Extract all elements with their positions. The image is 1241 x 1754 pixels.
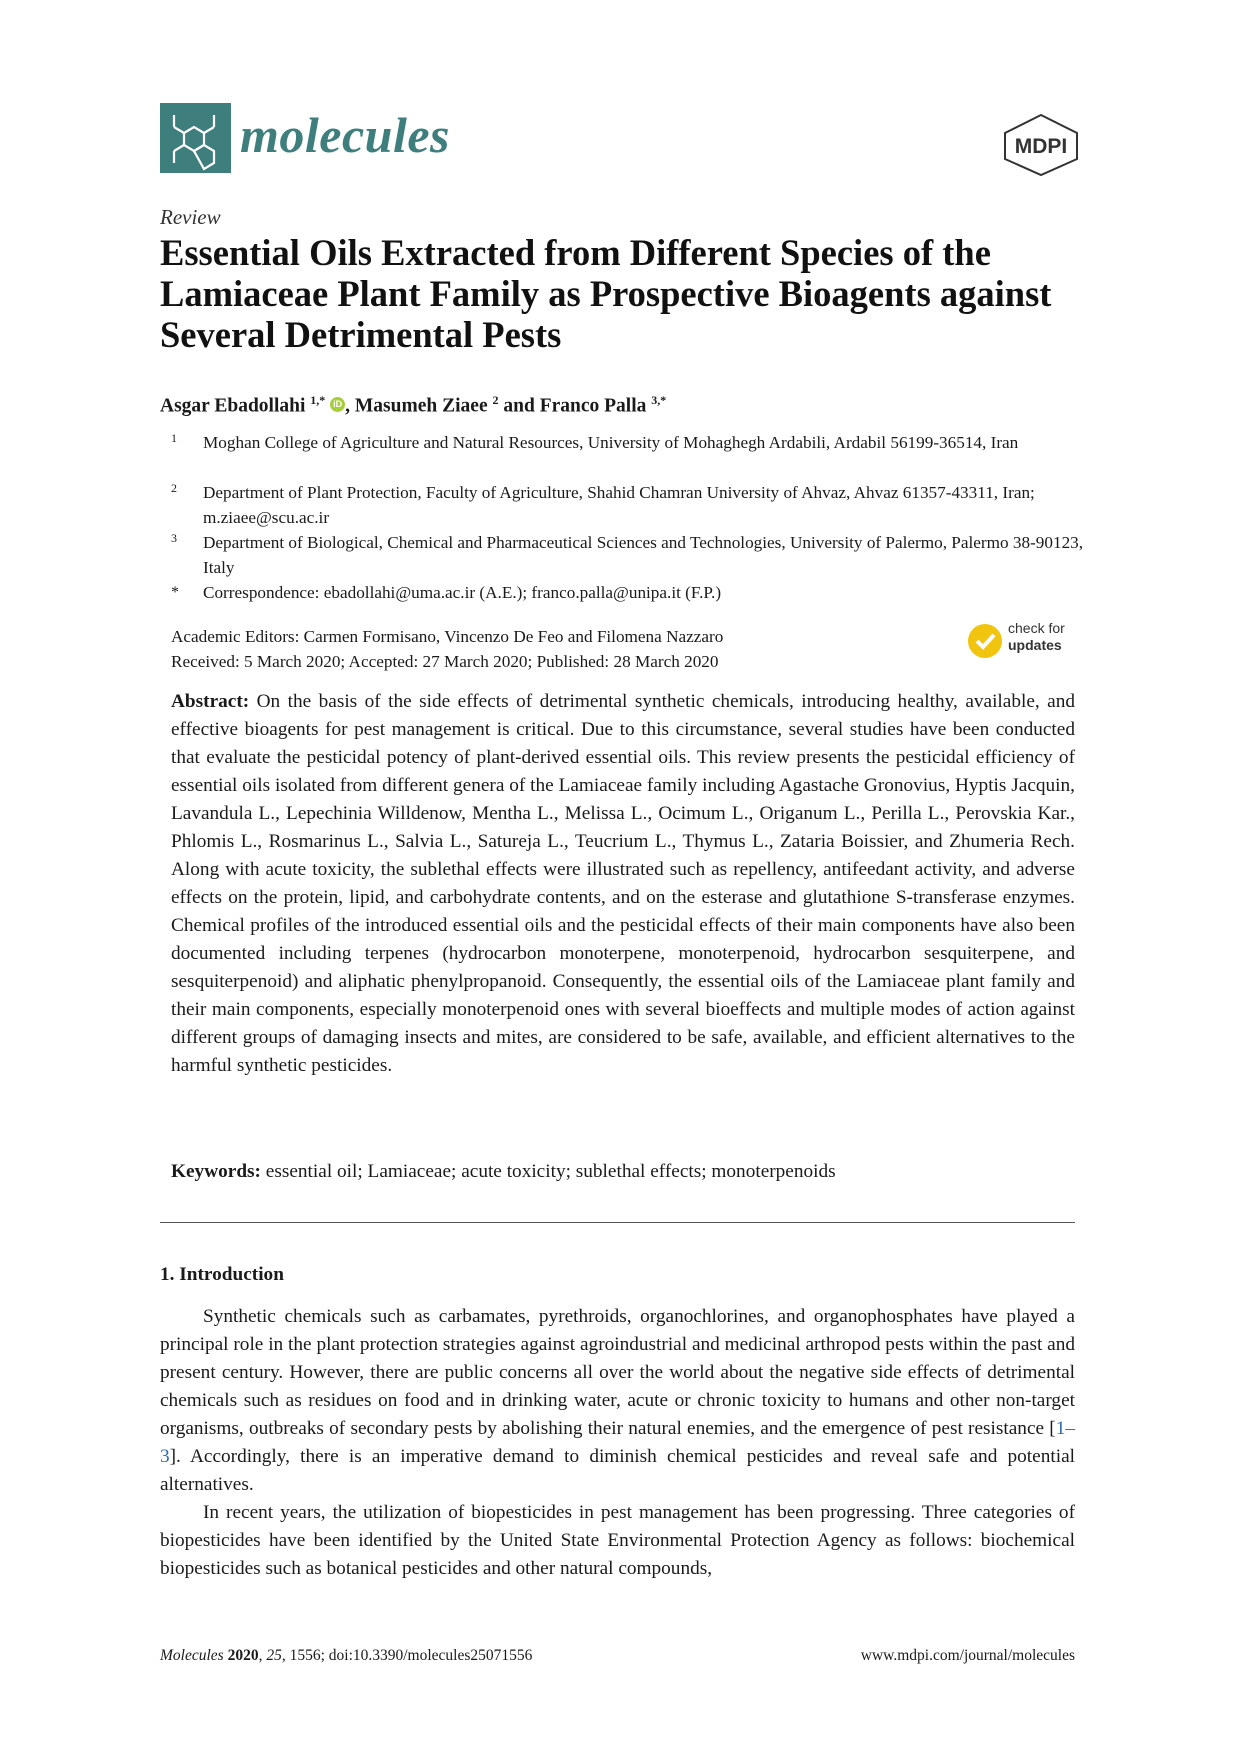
citation-link[interactable]: 1–3: [160, 1418, 1075, 1467]
section-divider: [160, 1222, 1075, 1223]
keywords-label: Keywords:: [171, 1161, 261, 1182]
checkmark-icon: [968, 624, 1002, 658]
orcid-icon[interactable]: iD: [330, 397, 345, 412]
footer-journal: Molecules: [160, 1647, 224, 1664]
molecules-logo-icon: [160, 103, 231, 173]
journal-name: molecules: [240, 107, 451, 163]
author-affiliation-mark: 1,*: [310, 393, 326, 407]
author-name: Franco Palla: [539, 395, 647, 417]
academic-editors: Academic Editors: Carmen Formisano, Vincenzo De Feo and Filomena Nazzaro: [171, 627, 724, 646]
affiliation-text: Department of Plant Protection, Faculty of Agriculture, Shahid Chamran University of Ahvaz, Ahvaz 61357-43311, Iran; m.ziaee@scu.ac.ir: [203, 483, 1035, 527]
mdpi-logo-icon: [1000, 113, 1082, 177]
correspondence-text: Correspondence: ebadollahi@uma.ac.ir (A.E.); franco.palla@unipa.it (F.P.): [203, 583, 722, 602]
keywords: [171, 1158, 836, 1186]
author-name: Masumeh Ziaee: [354, 395, 488, 417]
article-title: Essential Oils Extracted from Different Species of the Lamiaceae Plant Family as Prospective Bioagents against Several Detrimental Pests: [160, 232, 1052, 355]
abstract-label: Abstract:: [171, 691, 250, 712]
author-connector: and: [503, 395, 535, 417]
check-for-updates-badge[interactable]: [968, 620, 1078, 662]
abstract: [171, 688, 1075, 1080]
paragraph-text: Synthetic chemicals such as carbamates, pyrethroids, organochlorines, and organophosphates have played a principal role in the plant protection strategies against agroindustrial and medicinal arthropod pests within the past and present century. However, there are public concerns all over the world about the negative side effects of detrimental chemicals such as residues on food and in drinking water, acute or chronic toxicity to humans and other non-target organisms, outbreaks of secondary pests by abolishing their natural enemies, and the emergence of pest resistance [: [160, 1306, 1075, 1439]
introduction-paragraph: In recent years, the utilization of biopesticides in pest management has been progressing. Three categories of biopesticides have been identified by the United State Environmental Protection Agency as follows: biochemical biopesticides such as botanical pesticides and other natural compounds,: [160, 1502, 1075, 1579]
footer-citation: Molecules 2020, 25, 1556; doi:10.3390/molecules25071556: [160, 1647, 533, 1664]
check-updates-line2: updates: [1008, 637, 1062, 653]
affiliation-text: Moghan College of Agriculture and Natural Resources, University of Mohaghegh Ardabili, Ardabil 56199-36514, Iran: [203, 433, 1019, 452]
author-affiliation-mark: 2: [492, 393, 499, 407]
footer-doi: , 1556; doi:10.3390/molecules25071556: [281, 1647, 533, 1664]
mdpi-logo-text: MDPI: [1014, 135, 1068, 158]
author-list: Asgar Ebadollahi $^{1,*}$ iD , Masumeh Ziaee $^2$ and Franco Palla $^{3,*}$: [160, 393, 667, 417]
introduction-paragraph: [160, 1303, 1075, 1499]
affiliation-number: 1: [171, 431, 177, 445]
affiliation-number: 3: [171, 531, 177, 545]
check-updates-line1: check for: [1008, 620, 1065, 636]
publication-dates: Received: 5 March 2020; Accepted: 27 March 2020; Published: 28 March 2020: [171, 652, 719, 671]
author-affiliation-mark: 3,*: [651, 393, 667, 407]
footer-year: 2020: [227, 1647, 259, 1664]
footer-url[interactable]: www.mdpi.com/journal/molecules: [860, 1647, 1075, 1664]
author-name: Asgar Ebadollahi: [160, 395, 306, 417]
paragraph-text: ]. Accordingly, there is an imperative demand to diminish chemical pesticides and reveal safe and potential alternatives.: [160, 1446, 1075, 1495]
article-type: Review: [160, 205, 221, 229]
keywords-text: essential oil; Lamiaceae; acute toxicity; sublethal effects; monoterpenoids: [265, 1161, 836, 1182]
abstract-text: On the basis of the side effects of detrimental synthetic chemicals, introducing healthy, available, and effective bioagents for pest management is critical. Due to this circumstance, several studies have been conducted that evaluate the pesticidal potency of plant-derived essential oils. This review presents the pesticidal efficiency of essential oils isolated from different genera of the Lamiaceae family including Agastache Gronovius, Hyptis Jacquin, Lavandula L., Lepechinia Willdenow, Mentha L., Melissa L., Ocimum L., Origanum L., Perilla L., Perovskia Kar., Phlomis L., Rosmarinus L., Salvia L., Satureja L., Teucrium L., Thymus L., Zataria Boissier, and Zhumeria Rech. Along with acute toxicity, the sublethal effects were illustrated such as repellency, antifeedant activity, and adverse effects on the protein, lipid, and carbohydrate contents, and on the esterase and glutathione S-transferase enzymes. Chemical profiles of the introduced essential oils and the pesticidal effects of their main components have also been documented including terpenes (hydrocarbon monoterpene, monoterpenoid, hydrocarbon sesquiterpene, and sesquiterpenoid) and aliphatic phenylpropanoid. Consequently, the essential oils of the Lamiaceae plant family and their main components, especially monoterpenoid ones with several bioeffects and multiple modes of action against different groups of damaging insects and mites, are considered to be safe, available, and efficient alternatives to the harmful synthetic pesticides.: [171, 691, 1075, 1076]
check-updates-text: [1008, 620, 1065, 654]
affiliation-number: 2: [171, 481, 177, 495]
section-heading-introduction: 1. Introduction: [160, 1264, 284, 1285]
affiliation-text: Department of Biological, Chemical and Pharmaceutical Sciences and Technologies, University of Palermo, Palermo 38-90123, Italy: [203, 533, 1084, 577]
footer-volume: 25: [266, 1647, 282, 1664]
journal-header: [160, 103, 1082, 173]
correspondence-mark: *: [171, 584, 179, 601]
